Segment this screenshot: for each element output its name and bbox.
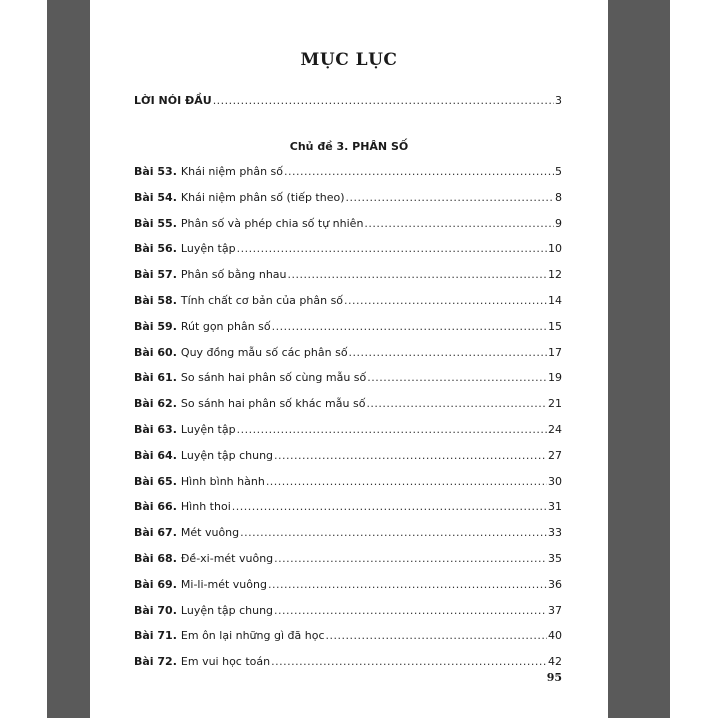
toc-entry-title: Luyện tập chung xyxy=(180,448,274,462)
toc-entry-page: 35 xyxy=(548,552,562,565)
page-title: MỤC LỤC xyxy=(300,50,398,70)
toc-entry-title: Tính chất cơ bản của phân số xyxy=(180,294,344,307)
chapter-heading: Chủ đề 3. PHÂN SỐ xyxy=(289,140,409,153)
toc-entry xyxy=(134,423,562,437)
toc-entry-number: Bài 69. xyxy=(134,577,177,591)
toc-entry-number: Bài 55. xyxy=(134,216,177,230)
leader-dots xyxy=(367,371,547,385)
toc-entry-number: Bài 58. xyxy=(134,294,177,307)
toc-entry xyxy=(134,165,562,179)
toc-entry-number: Bài 64. xyxy=(134,448,177,462)
toc-entry-number: Bài 72. xyxy=(134,655,177,669)
toc-entry-page: 12 xyxy=(548,268,562,282)
toc-entry-title: Rút gọn phân số xyxy=(180,319,271,333)
toc-entry-page: 8 xyxy=(555,190,562,204)
toc-entry-number: Bài 60. xyxy=(134,345,177,359)
toc-entry-number: Bài 57. xyxy=(134,268,177,282)
toc-entry-number: Bài 63. xyxy=(134,423,177,436)
toc-entry-title: So sánh hai phân số cùng mẫu số xyxy=(180,371,367,385)
toc-intro-page: 3 xyxy=(555,94,562,107)
toc-entry-title: So sánh hai phân số khác mẫu số xyxy=(180,397,366,411)
document-page xyxy=(90,0,608,718)
leader-dots xyxy=(326,629,548,643)
leader-dots xyxy=(266,475,547,489)
toc-intro xyxy=(134,94,562,108)
toc-entry xyxy=(134,552,562,566)
toc-entry-title: Hình bình hành xyxy=(180,474,265,488)
toc-entry-page: 15 xyxy=(548,319,562,333)
leader-dots xyxy=(344,294,547,308)
toc-entry xyxy=(134,526,562,540)
leader-dots xyxy=(237,423,547,437)
toc-entry xyxy=(134,371,562,385)
leader-dots xyxy=(271,655,547,669)
toc-entry-title: Quy đồng mẫu số các phân số xyxy=(180,345,348,359)
toc-entry-page: 9 xyxy=(555,216,562,230)
toc-entry xyxy=(134,268,562,282)
toc-entry-title: Phân số bằng nhau xyxy=(180,268,287,282)
toc-entry-page: 37 xyxy=(548,603,562,617)
toc-entry-number: Bài 61. xyxy=(134,371,177,385)
toc-entry xyxy=(134,191,562,205)
toc-entry-number: Bài 65. xyxy=(134,474,177,488)
leader-dots xyxy=(284,165,554,179)
toc-entry xyxy=(134,449,562,463)
toc-entry xyxy=(134,242,562,256)
leader-dots xyxy=(213,94,554,108)
toc-entry-page: 5 xyxy=(555,165,562,178)
leader-dots xyxy=(366,397,547,411)
toc-entry-title: Khái niệm phân số (tiếp theo) xyxy=(180,190,345,204)
toc-entry-title: Khái niệm phân số xyxy=(180,165,284,178)
toc-entry xyxy=(134,604,562,618)
toc-entry xyxy=(134,500,562,514)
toc-entry xyxy=(134,578,562,592)
toc-entry-number: Bài 53. xyxy=(134,165,177,178)
toc-entry xyxy=(134,294,562,308)
toc-entry xyxy=(134,655,562,669)
toc-entry-title: Em ôn lại những gì đã học xyxy=(180,629,325,643)
toc-entry-title: Hình thoi xyxy=(180,500,231,514)
toc-entry xyxy=(134,217,562,231)
toc-intro-label: LỜI NÓI ĐẦU xyxy=(134,94,212,107)
toc-entry-title: Luyện tập xyxy=(180,242,236,256)
toc-entry-page: 31 xyxy=(548,500,562,514)
leader-dots xyxy=(237,242,547,256)
toc-entry xyxy=(134,475,562,489)
toc-entry-title: Đề-xi-mét vuông xyxy=(180,552,274,565)
leader-dots xyxy=(274,604,547,618)
leader-dots xyxy=(232,500,547,514)
leader-dots xyxy=(268,578,547,592)
leader-dots xyxy=(346,191,555,205)
leader-dots xyxy=(349,346,547,360)
toc-entry xyxy=(134,397,562,411)
page-number: 95 xyxy=(546,671,562,684)
toc-entry-title: Luyện tập chung xyxy=(180,603,274,617)
toc-entry-page: 19 xyxy=(548,371,562,385)
toc-entry-number: Bài 68. xyxy=(134,552,177,565)
toc-entry-page: 27 xyxy=(548,448,562,462)
toc-entry-page: 36 xyxy=(548,577,562,591)
toc-entry-page: 33 xyxy=(548,526,562,540)
toc-entry xyxy=(134,320,562,334)
leader-dots xyxy=(364,217,554,231)
toc-entry-number: Bài 67. xyxy=(134,526,177,540)
toc-entry-number: Bài 66. xyxy=(134,500,177,514)
toc-entry xyxy=(134,346,562,360)
toc-entry-page: 14 xyxy=(548,294,562,307)
toc-entry-page: 21 xyxy=(548,397,562,411)
toc-entry-page: 17 xyxy=(548,345,562,359)
toc-entry-number: Bài 54. xyxy=(134,190,177,204)
toc-entry-page: 10 xyxy=(548,242,562,256)
toc-entry-title: Phân số và phép chia số tự nhiên xyxy=(180,216,364,230)
toc-entry-page: 24 xyxy=(548,423,562,436)
toc-entry-number: Bài 62. xyxy=(134,397,177,411)
leader-dots xyxy=(274,449,547,463)
toc-entry-title: Luyện tập xyxy=(180,423,236,436)
toc-entry-page: 30 xyxy=(548,474,562,488)
leader-dots xyxy=(240,526,547,540)
leader-dots xyxy=(288,268,547,282)
toc-entry-number: Bài 56. xyxy=(134,242,177,256)
toc-entry-number: Bài 70. xyxy=(134,603,177,617)
toc-entry-page: 42 xyxy=(548,655,562,669)
leader-dots xyxy=(272,320,547,334)
toc-entry-title: Em vui học toán xyxy=(180,655,271,669)
toc-entry-title: Mi-li-mét vuông xyxy=(180,577,267,591)
toc-entry xyxy=(134,629,562,643)
toc-entry-page: 40 xyxy=(548,629,562,643)
toc-entry-number: Bài 59. xyxy=(134,319,177,333)
toc-entry-title: Mét vuông xyxy=(180,526,240,540)
toc-entry-number: Bài 71. xyxy=(134,629,177,643)
leader-dots xyxy=(274,552,547,566)
